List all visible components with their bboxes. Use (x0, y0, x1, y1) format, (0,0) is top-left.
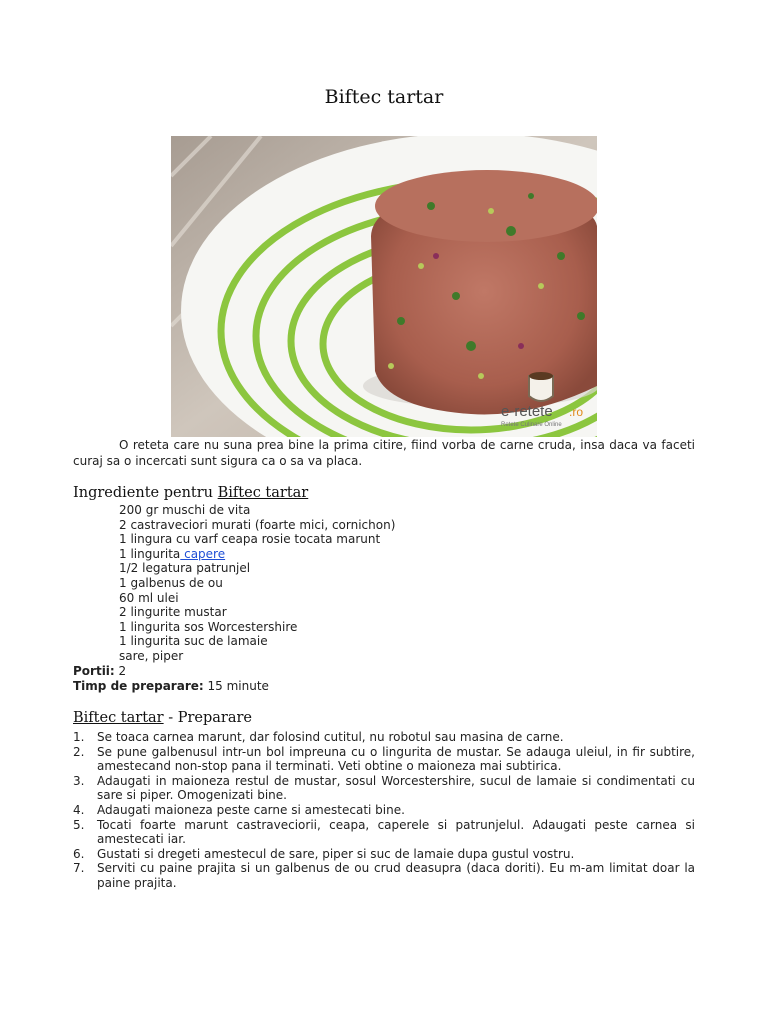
watermark-brand: e-retete (501, 403, 553, 420)
portions-label: Portii: (73, 664, 115, 678)
preparation-steps (73, 730, 695, 891)
ingredient-item: 1 lingurita sos Worcestershire (119, 619, 298, 634)
ingredient-item: 1 galbenus de ou (119, 575, 223, 590)
prep-time-label: Timp de preparare: (73, 679, 204, 693)
step-item (73, 847, 695, 862)
recipe-photo (171, 136, 597, 437)
step-number: 4. (73, 802, 85, 817)
prep-time (73, 679, 269, 694)
step-text: Serviti cu paine prajita si un galbenus de ou crud deasupra (daca doriti). Eu m-am limitat doar la paine prajita. (97, 861, 695, 890)
step-number: 3. (73, 773, 85, 788)
step-item (73, 803, 695, 818)
preparation-heading-suffix: - Preparare (163, 710, 253, 726)
ingredient-item: 1 lingura cu varf ceapa rosie tocata marunt (119, 532, 381, 547)
ingredient-item: 60 ml ulei (119, 590, 179, 605)
preparation-heading-dish: Biftec tartar (73, 710, 164, 726)
ingredient-item (119, 547, 395, 562)
ingredient-item: 2 castraveciori murati (foarte mici, cornichon) (119, 517, 396, 532)
step-text: Adaugati maioneza peste carne si amestecati bine. (97, 802, 405, 817)
step-item (73, 818, 695, 847)
step-number: 2. (73, 744, 85, 759)
portions (73, 664, 126, 679)
step-text: Tocati foarte marunt castraveciorii, ceapa, caperele si patrunjelul. Adaugati peste carnea si amestecati iar. (97, 817, 695, 847)
ingredients-heading-prefix: Ingrediente pentru (73, 485, 218, 501)
step-text: Se toaca carnea marunt, dar folosind cutitul, nu robotul sau masina de carne. (97, 730, 564, 744)
ingredients-list (119, 503, 395, 664)
ingredient-item: 200 gr muschi de vita (119, 503, 251, 517)
step-item (73, 730, 695, 745)
capere-link[interactable]: capere (180, 546, 226, 561)
step-text: Gustati si dregeti amestecul de sare, piper si suc de lamaie dupa gustul vostru. (97, 846, 575, 861)
intro-paragraph: O reteta care nu suna prea bine la prima citire, fiind vorba de carne cruda, insa daca va faceti curaj sa o incercati sunt sigura ca o sa va placa. (73, 438, 695, 468)
preparation-heading (73, 710, 252, 726)
ingredients-heading (73, 485, 308, 501)
step-number: 7. (73, 861, 85, 876)
step-text: Se pune galbenusul intr-un bol impreuna cu o lingurita de mustar. Se adauga uleiul, in fir subtire, amestecand non-stop pana il terminati. Veti obtine o maioneza mai subtirica. (97, 744, 695, 774)
step-number: 5. (73, 817, 85, 832)
ingredient-item: sare, piper (119, 648, 184, 663)
watermark-tagline: Retete Culinare Online (501, 422, 562, 428)
page-title: Biftec tartar (324, 86, 444, 108)
portions-value: 2 (114, 664, 127, 678)
step-number: 1. (73, 730, 85, 744)
ingredient-item: 1/2 legatura patrunjel (119, 561, 251, 576)
watermark-tld: .ro (569, 405, 584, 419)
ingredient-text: 1 lingurita (119, 546, 181, 561)
ingredients-heading-dish: Biftec tartar (217, 485, 309, 501)
step-text: Adaugati in maioneza restul de mustar, sosul Worcestershire, sucul de lamaie si condimentati cu sare si piper. Omogenizati bine. (97, 773, 695, 803)
step-item (73, 774, 695, 803)
ingredient-item: 2 lingurite mustar (119, 605, 227, 620)
step-item (73, 745, 695, 774)
prep-time-value: 15 minute (203, 679, 269, 693)
step-item (73, 861, 695, 890)
step-number: 6. (73, 846, 85, 861)
ingredient-item: 1 lingurita suc de lamaie (119, 634, 268, 649)
